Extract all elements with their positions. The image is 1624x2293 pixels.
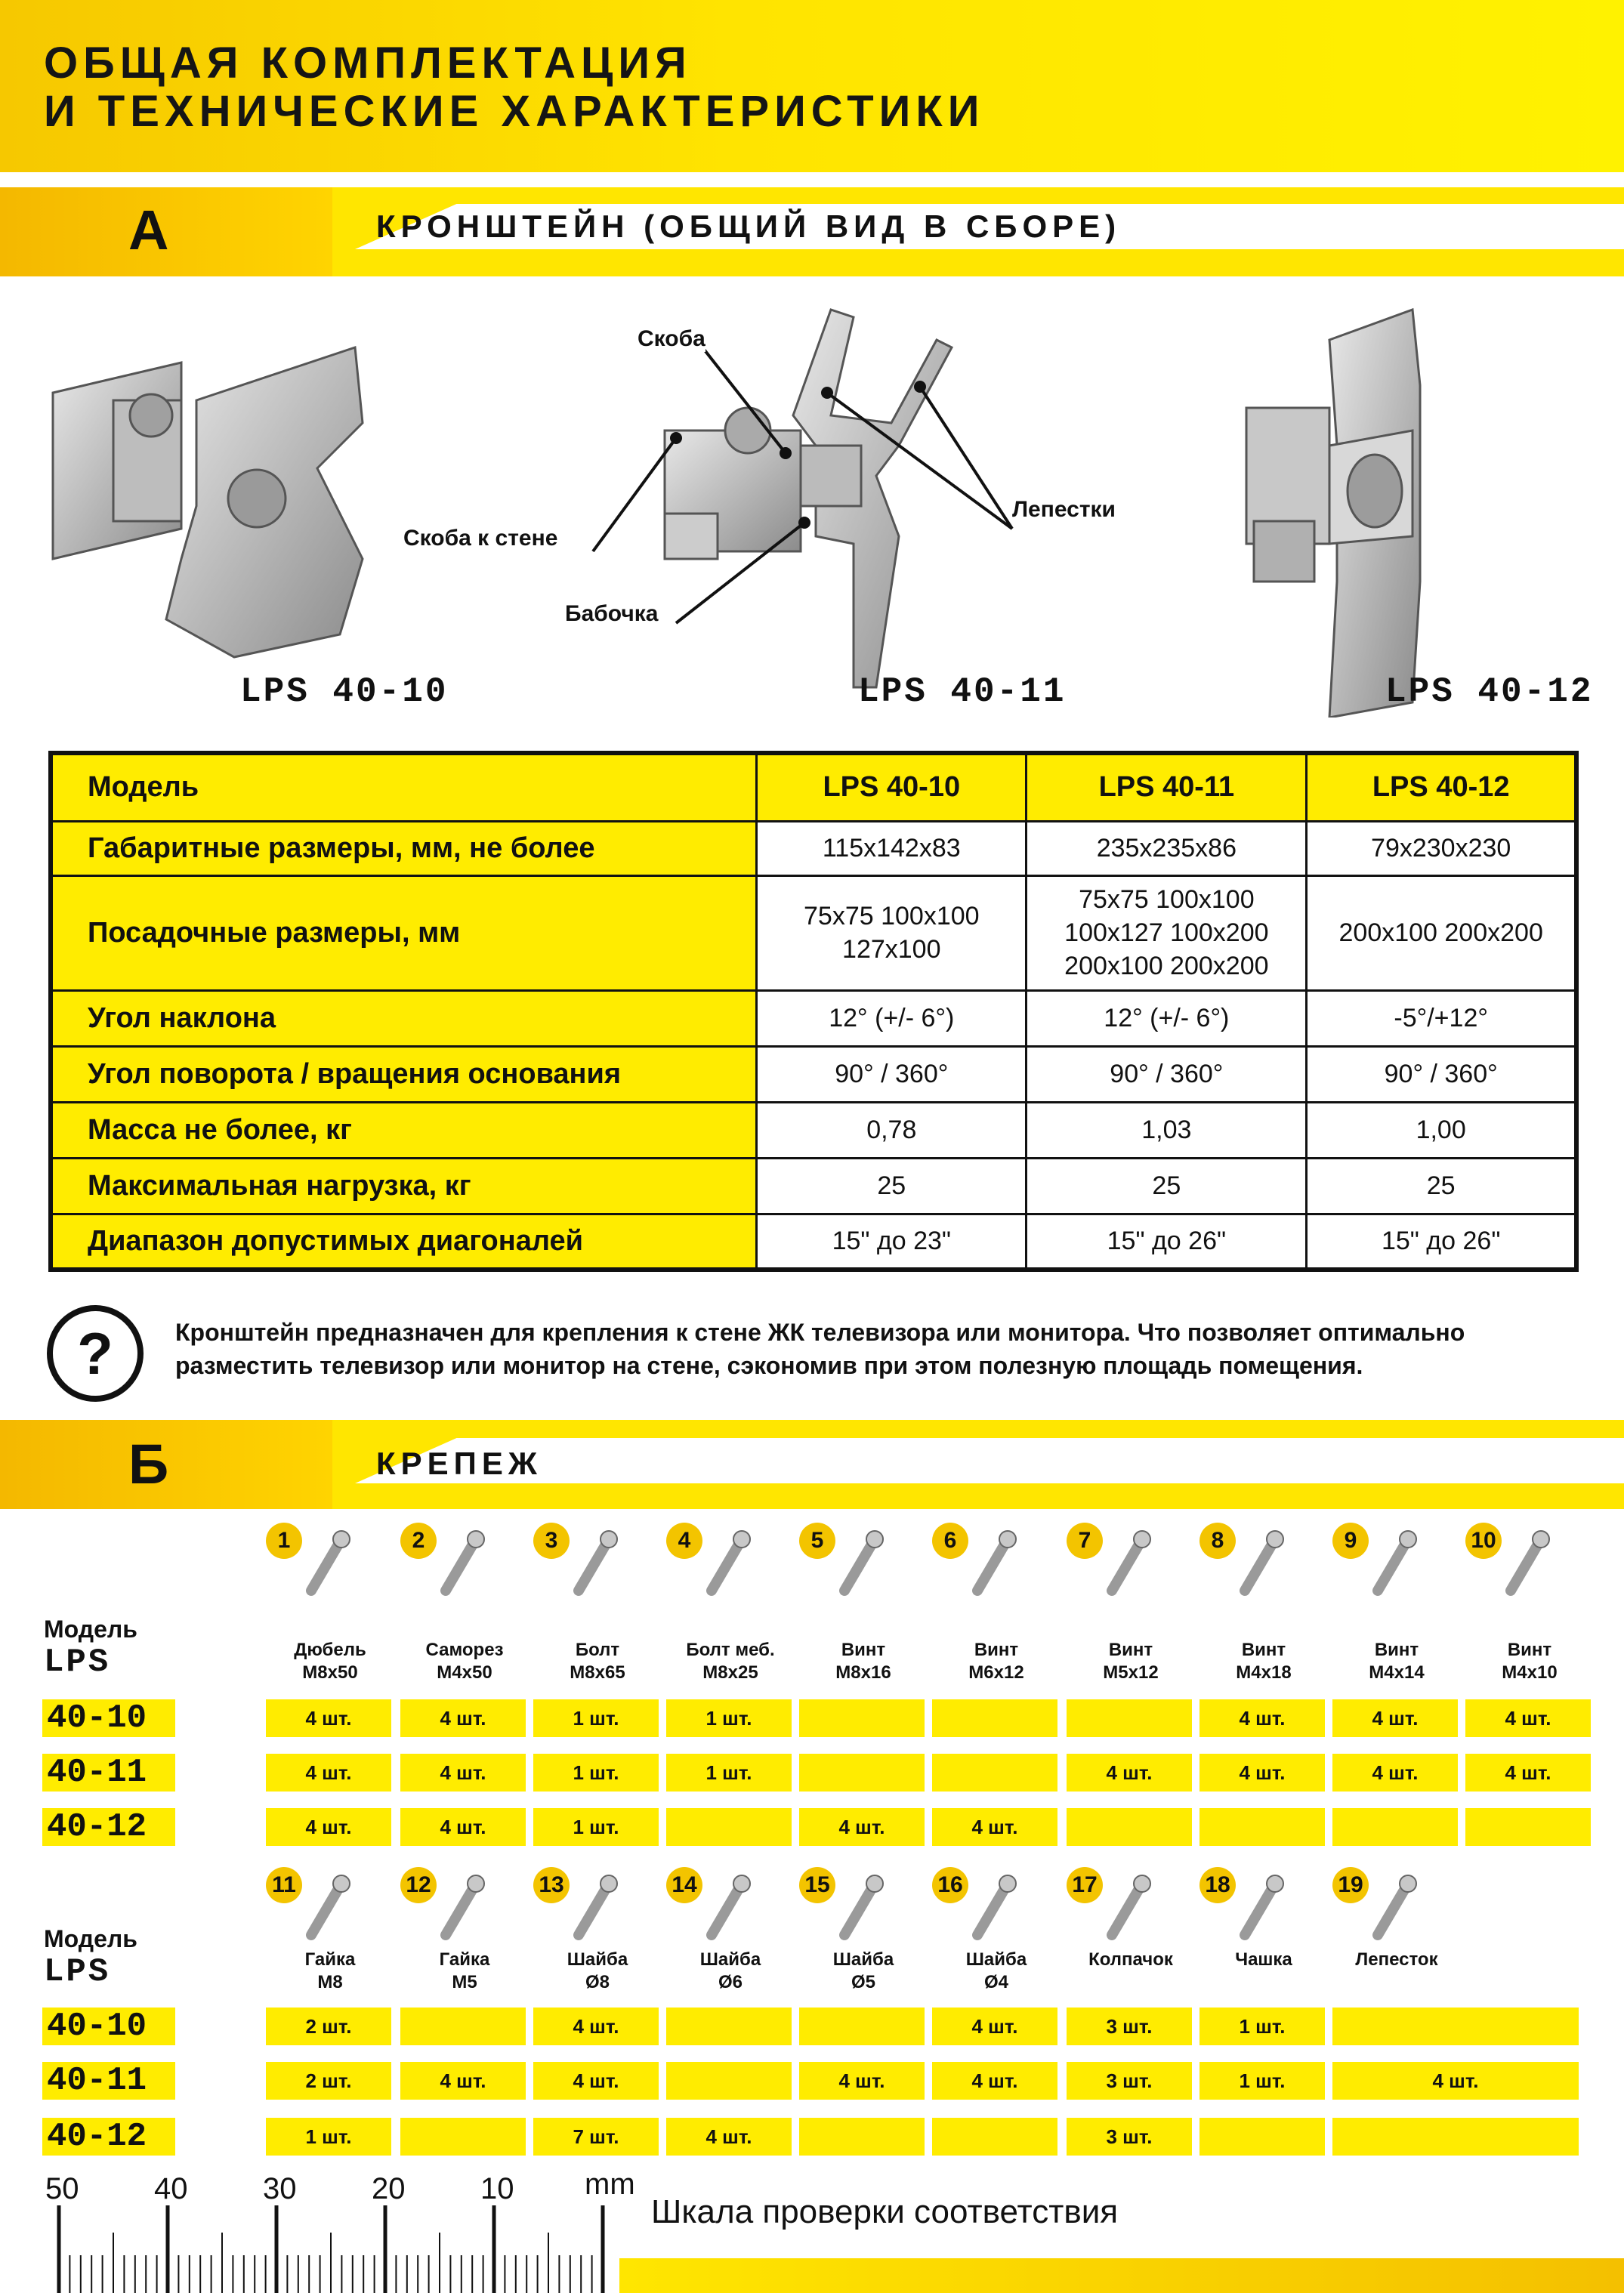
part-size: M8x50 bbox=[302, 1662, 358, 1683]
spec-cell: 15" до 26" bbox=[1307, 1214, 1576, 1270]
callout-wall-bracket: Скоба к стене bbox=[403, 526, 558, 551]
part-number-badge: 18 bbox=[1199, 1867, 1236, 1903]
fastener-qty-cell: 2 шт. bbox=[266, 2008, 391, 2045]
fastener-qty-cell: 4 шт. bbox=[1199, 1699, 1325, 1737]
fastener-qty-cell: 4 шт. bbox=[533, 2008, 659, 2045]
fastener-qty-cell: 1 шт. bbox=[266, 2118, 391, 2156]
fastener-icon bbox=[696, 1875, 757, 1943]
part-label bbox=[666, 1949, 795, 1994]
fastener-qty-cell bbox=[1067, 1808, 1192, 1846]
scale-tick-label: 40 bbox=[154, 2172, 188, 2205]
fastener-qty-cell: 4 шт. bbox=[799, 1808, 925, 1846]
fastener-icon bbox=[1496, 1530, 1556, 1598]
model-head-label: Модель bbox=[44, 1616, 137, 1643]
part-size: Чашка bbox=[1235, 1949, 1292, 1970]
fastener-qty-cell bbox=[400, 2118, 526, 2156]
fastener-qty-cell: 1 шт. bbox=[533, 1754, 659, 1792]
part-name: Болт меб. bbox=[686, 1640, 775, 1660]
spec-cell: 235x235x86 bbox=[1027, 821, 1307, 875]
part-size: Ø4 bbox=[983, 1972, 1008, 1992]
part-number-badge: 19 bbox=[1332, 1867, 1369, 1903]
part-name: Винт bbox=[1108, 1640, 1153, 1660]
fastener-qty-cell: 1 шт. bbox=[533, 1699, 659, 1737]
model-head-label: Модель bbox=[44, 1925, 137, 1952]
fastener-qty-cell bbox=[400, 2008, 526, 2045]
part-size: M4x18 bbox=[1236, 1662, 1292, 1683]
part-size: M4x14 bbox=[1369, 1662, 1425, 1683]
fastener-row-label: 40-10 bbox=[42, 2008, 175, 2045]
part-label bbox=[266, 1639, 394, 1684]
part-number-badge: 17 bbox=[1067, 1867, 1103, 1903]
scale-unit: mm bbox=[585, 2168, 635, 2201]
part-label bbox=[1067, 1639, 1195, 1684]
fastener-qty-cell bbox=[932, 1754, 1057, 1792]
part-number-badge: 15 bbox=[799, 1867, 835, 1903]
fastener-qty-cell: 2 шт. bbox=[266, 2062, 391, 2100]
spec-cell: 1,00 bbox=[1307, 1102, 1576, 1158]
fastener-icon bbox=[1230, 1530, 1290, 1598]
spec-cell: 15" до 26" bbox=[1027, 1214, 1307, 1270]
fastener-model-header bbox=[44, 1615, 137, 1681]
spec-cell: 12° (+/- 6°) bbox=[1027, 990, 1307, 1046]
section-a-letter: А bbox=[128, 199, 169, 261]
part-name: Гайка bbox=[304, 1949, 356, 1970]
part-name: Дюбель bbox=[294, 1640, 366, 1660]
spec-header-col: LPS 40-10 bbox=[757, 753, 1027, 821]
part-size: M6x12 bbox=[968, 1662, 1024, 1683]
spec-cell: -5°/+12° bbox=[1307, 990, 1576, 1046]
model-label-40-12: LPS 40-12 bbox=[1385, 672, 1594, 711]
part-label bbox=[1332, 1949, 1461, 1971]
footer-band bbox=[619, 2258, 1624, 2293]
fastener-qty-cell bbox=[932, 1699, 1057, 1737]
page-title-line2: И ТЕХНИЧЕСКИЕ ХАРАКТЕРИСТИКИ bbox=[44, 87, 985, 136]
fastener-qty-cell: 4 шт. bbox=[1067, 1754, 1192, 1792]
model-head-lps: LPS bbox=[44, 1643, 111, 1681]
part-label bbox=[799, 1639, 928, 1684]
fastener-icon bbox=[563, 1875, 624, 1943]
fastener-qty-cell: 1 шт. bbox=[1199, 2062, 1325, 2100]
part-number-badge: 6 bbox=[932, 1523, 968, 1559]
fastener-qty-cell bbox=[666, 2062, 792, 2100]
spec-row-label: Габаритные размеры, мм, не более bbox=[51, 821, 757, 875]
fastener-qty-cell bbox=[666, 2008, 792, 2045]
fastener-qty-cell bbox=[1332, 2118, 1579, 2156]
fastener-row-label: 40-11 bbox=[42, 2062, 175, 2100]
spec-cell: 200x100 200x200 bbox=[1307, 875, 1576, 990]
part-label bbox=[932, 1949, 1061, 1994]
spec-row-label: Масса не более, кг bbox=[51, 1102, 757, 1158]
fastener-qty-cell: 4 шт. bbox=[266, 1699, 391, 1737]
spec-cell: 25 bbox=[757, 1158, 1027, 1214]
section-b-letter: Б bbox=[128, 1433, 169, 1495]
part-name: Винт bbox=[974, 1640, 1019, 1660]
spec-cell: 12° (+/- 6°) bbox=[757, 990, 1027, 1046]
question-icon: ? bbox=[47, 1305, 144, 1402]
part-name: Шайба bbox=[832, 1949, 894, 1970]
callout-butterfly: Бабочка bbox=[565, 601, 659, 626]
part-number-badge: 8 bbox=[1199, 1523, 1236, 1559]
fastener-qty-cell: 4 шт. bbox=[400, 2062, 526, 2100]
spec-header-col: LPS 40-11 bbox=[1027, 753, 1307, 821]
fastener-qty-cell bbox=[1332, 2008, 1579, 2045]
bracket-lps-40-10-image bbox=[30, 332, 378, 665]
part-name: Шайба bbox=[699, 1949, 761, 1970]
part-size: M8x16 bbox=[835, 1662, 891, 1683]
fastener-qty-cell: 4 шт. bbox=[266, 1754, 391, 1792]
part-number-badge: 14 bbox=[666, 1867, 702, 1903]
part-number-badge: 9 bbox=[1332, 1523, 1369, 1559]
fastener-icon bbox=[962, 1530, 1023, 1598]
spec-row-label: Максимальная нагрузка, кг bbox=[51, 1158, 757, 1214]
fastener-qty-cell: 1 шт. bbox=[666, 1699, 792, 1737]
callout-bracket: Скоба bbox=[638, 326, 705, 351]
scale-tick-label: 30 bbox=[263, 2172, 297, 2205]
fastener-icon bbox=[563, 1530, 624, 1598]
part-label bbox=[1465, 1639, 1594, 1684]
part-size: M4x10 bbox=[1502, 1662, 1558, 1683]
part-size: M8x25 bbox=[702, 1662, 758, 1683]
spec-row bbox=[51, 990, 1576, 1046]
fastener-qty-cell bbox=[799, 2008, 925, 2045]
spec-cell: 115x142x83 bbox=[757, 821, 1027, 875]
spec-row-label: Угол наклона bbox=[51, 990, 757, 1046]
spec-cell: 75x75 100x100 100x127 100x200 200x100 200x200 bbox=[1027, 875, 1307, 990]
note-text: Кронштейн предназначен для крепления к стене ЖК телевизора или монитора. Что позволяет оптимально разместить телевизор или монитор на стене, сэкономив при этом полезную площадь помещения. bbox=[175, 1319, 1465, 1379]
part-name: Болт bbox=[575, 1640, 620, 1660]
spec-row-label: Угол поворота / вращения основания bbox=[51, 1046, 757, 1102]
spec-cell: 25 bbox=[1027, 1158, 1307, 1214]
fastener-qty-cell: 4 шт. bbox=[1332, 1699, 1458, 1737]
part-name: Винт bbox=[841, 1640, 886, 1660]
fastener-row-label: 40-12 bbox=[42, 1808, 175, 1846]
fastener-qty-cell: 4 шт. bbox=[400, 1699, 526, 1737]
page-title bbox=[44, 39, 984, 136]
fastener-icon bbox=[431, 1875, 491, 1943]
spec-cell: 75x75 100x100 127x100 bbox=[757, 875, 1027, 990]
fastener-icon bbox=[296, 1875, 357, 1943]
fastener-qty-cell: 1 шт. bbox=[666, 1754, 792, 1792]
fastener-qty-cell: 3 шт. bbox=[1067, 2062, 1192, 2100]
part-size: M8x65 bbox=[570, 1662, 625, 1683]
part-size: Колпачок bbox=[1088, 1949, 1173, 1970]
model-label-40-10: LPS 40-10 bbox=[240, 672, 449, 711]
part-label bbox=[799, 1949, 928, 1994]
section-a-title: КРОНШТЕЙН (ОБЩИЙ ВИД В СБОРЕ) bbox=[376, 208, 1122, 244]
fastener-qty-cell bbox=[799, 2118, 925, 2156]
spec-row bbox=[51, 875, 1576, 990]
page-title-line1: ОБЩАЯ КОМПЛЕКТАЦИЯ bbox=[44, 39, 692, 88]
fastener-icon bbox=[829, 1530, 890, 1598]
part-name: Шайба bbox=[567, 1949, 628, 1970]
fastener-icon bbox=[296, 1530, 357, 1598]
spec-row bbox=[51, 1102, 1576, 1158]
spec-cell: 90° / 360° bbox=[1027, 1046, 1307, 1102]
part-size: M5x12 bbox=[1103, 1662, 1159, 1683]
spec-header-row bbox=[51, 753, 1576, 821]
spec-cell: 1,03 bbox=[1027, 1102, 1307, 1158]
spec-cell: 79x230x230 bbox=[1307, 821, 1576, 875]
fastener-icon bbox=[1230, 1875, 1290, 1943]
fastener-icon bbox=[829, 1875, 890, 1943]
section-b-title-strip bbox=[355, 1438, 1624, 1483]
model-label-40-11: LPS 40-11 bbox=[858, 672, 1067, 711]
part-size: Лепесток bbox=[1355, 1949, 1438, 1970]
part-name: Винт bbox=[1374, 1640, 1419, 1660]
part-number-badge: 12 bbox=[400, 1867, 437, 1903]
fastener-qty-cell: 4 шт. bbox=[266, 1808, 391, 1846]
part-size: M4x50 bbox=[437, 1662, 492, 1683]
spec-header-model: Модель bbox=[51, 753, 757, 821]
spec-cell: 25 bbox=[1307, 1158, 1576, 1214]
fastener-qty-cell: 1 шт. bbox=[533, 1808, 659, 1846]
fastener-qty-cell: 4 шт. bbox=[932, 2062, 1057, 2100]
part-name: Винт bbox=[1241, 1640, 1286, 1660]
spec-row bbox=[51, 1158, 1576, 1214]
fastener-icon bbox=[962, 1875, 1023, 1943]
fastener-icon bbox=[1097, 1875, 1157, 1943]
fastener-icon bbox=[1097, 1530, 1157, 1598]
part-size: Ø8 bbox=[585, 1972, 610, 1992]
part-size: M5 bbox=[452, 1972, 477, 1992]
scale-tick-label: 20 bbox=[372, 2172, 406, 2205]
part-name: Саморез bbox=[425, 1640, 504, 1660]
callout-petals: Лепестки bbox=[1012, 497, 1116, 522]
fastener-qty-cell: 3 шт. bbox=[1067, 2118, 1192, 2156]
model-head-lps: LPS bbox=[44, 1953, 111, 1991]
part-name: Шайба bbox=[965, 1949, 1027, 1970]
spec-row-label: Диапазон допустимых диагоналей bbox=[51, 1214, 757, 1270]
spec-cell: 90° / 360° bbox=[1307, 1046, 1576, 1102]
spec-row bbox=[51, 1214, 1576, 1270]
part-number-badge: 13 bbox=[533, 1867, 570, 1903]
spec-row-label: Посадочные размеры, мм bbox=[51, 875, 757, 990]
fastener-qty-cell bbox=[1199, 1808, 1325, 1846]
spec-row bbox=[51, 1046, 1576, 1102]
part-number-badge: 5 bbox=[799, 1523, 835, 1559]
part-size: Ø5 bbox=[851, 1972, 875, 1992]
scale-tick-label: 10 bbox=[480, 2172, 514, 2205]
fastener-qty-cell: 4 шт. bbox=[1332, 1754, 1458, 1792]
fastener-qty-cell bbox=[799, 1699, 925, 1737]
fastener-qty-cell bbox=[799, 1754, 925, 1792]
fastener-qty-cell: 4 шт. bbox=[666, 2118, 792, 2156]
fastener-qty-cell: 4 шт. bbox=[1199, 1754, 1325, 1792]
fastener-row-label: 40-12 bbox=[42, 2118, 175, 2156]
part-label bbox=[533, 1639, 662, 1684]
fastener-row-label: 40-10 bbox=[42, 1699, 175, 1737]
fastener-qty-cell bbox=[1067, 1699, 1192, 1737]
spec-cell: 90° / 360° bbox=[757, 1046, 1027, 1102]
scale-caption: Шкала проверки соответствия bbox=[651, 2193, 1119, 2230]
fastener-qty-cell bbox=[932, 2118, 1057, 2156]
part-number-badge: 10 bbox=[1465, 1523, 1502, 1559]
part-number-badge: 1 bbox=[266, 1523, 302, 1559]
fastener-qty-cell: 4 шт. bbox=[1332, 2062, 1579, 2100]
fastener-qty-cell: 4 шт. bbox=[932, 1808, 1057, 1846]
part-label bbox=[533, 1949, 662, 1994]
part-name: Винт bbox=[1507, 1640, 1552, 1660]
part-size: M8 bbox=[317, 1972, 343, 1992]
part-number-badge: 11 bbox=[266, 1867, 302, 1903]
part-number-badge: 4 bbox=[666, 1523, 702, 1559]
fastener-qty-cell: 4 шт. bbox=[932, 2008, 1057, 2045]
part-label bbox=[1332, 1639, 1461, 1684]
part-label bbox=[400, 1639, 529, 1684]
spec-row bbox=[51, 821, 1576, 875]
part-label bbox=[932, 1639, 1061, 1684]
fastener-icon bbox=[431, 1530, 491, 1598]
fastener-qty-cell: 4 шт. bbox=[1465, 1754, 1591, 1792]
fastener-qty-cell: 7 шт. bbox=[533, 2118, 659, 2156]
spec-cell: 0,78 bbox=[757, 1102, 1027, 1158]
fastener-qty-cell: 4 шт. bbox=[400, 1808, 526, 1846]
fastener-model-header-2 bbox=[44, 1924, 137, 1991]
fastener-icon bbox=[1363, 1875, 1423, 1943]
bracket-lps-40-12-image bbox=[1239, 295, 1586, 718]
spec-cell: 15" до 23" bbox=[757, 1214, 1027, 1270]
fastener-qty-cell bbox=[666, 1808, 792, 1846]
part-number-badge: 16 bbox=[932, 1867, 968, 1903]
part-label bbox=[400, 1949, 529, 1994]
fastener-qty-cell: 1 шт. bbox=[1199, 2008, 1325, 2045]
part-label bbox=[666, 1639, 795, 1684]
fastener-icon bbox=[696, 1530, 757, 1598]
part-label bbox=[1199, 1639, 1328, 1684]
part-label bbox=[266, 1949, 394, 1994]
fastener-icon bbox=[1363, 1530, 1423, 1598]
part-number-badge: 2 bbox=[400, 1523, 437, 1559]
fastener-qty-cell bbox=[1332, 1808, 1458, 1846]
fastener-qty-cell bbox=[1199, 2118, 1325, 2156]
part-name: Гайка bbox=[439, 1949, 490, 1970]
fastener-qty-cell: 4 шт. bbox=[799, 2062, 925, 2100]
fastener-qty-cell bbox=[1465, 1808, 1591, 1846]
part-label bbox=[1199, 1949, 1328, 1971]
spec-table bbox=[48, 751, 1579, 1272]
callout-lines bbox=[378, 332, 1209, 650]
part-number-badge: 3 bbox=[533, 1523, 570, 1559]
part-label bbox=[1067, 1949, 1195, 1971]
fastener-qty-cell: 4 шт. bbox=[400, 1754, 526, 1792]
part-number-badge: 7 bbox=[1067, 1523, 1103, 1559]
spec-header-col: LPS 40-12 bbox=[1307, 753, 1576, 821]
section-b-title: КРЕПЕЖ bbox=[376, 1446, 542, 1481]
fastener-qty-cell: 4 шт. bbox=[533, 2062, 659, 2100]
fastener-row-label: 40-11 bbox=[42, 1754, 175, 1792]
fastener-qty-cell: 4 шт. bbox=[1465, 1699, 1591, 1737]
measurement-scale-ruler bbox=[45, 2205, 650, 2293]
part-size: Ø6 bbox=[718, 1972, 743, 1992]
fastener-qty-cell: 3 шт. bbox=[1067, 2008, 1192, 2045]
scale-tick-label: 50 bbox=[45, 2172, 79, 2205]
